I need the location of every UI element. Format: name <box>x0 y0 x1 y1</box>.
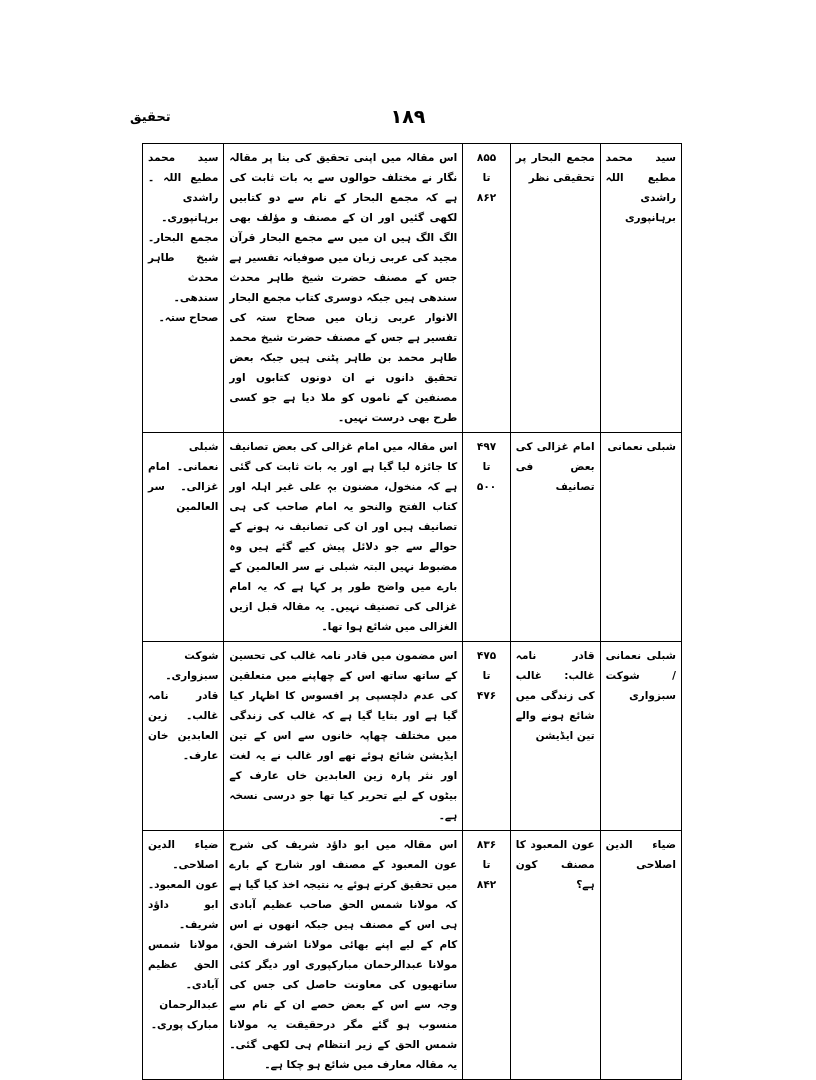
running-header-label: تحقیق <box>130 110 171 125</box>
page-to: تا <box>482 670 491 682</box>
author-cell: ضیاء الدین اصلاحی <box>600 831 681 1080</box>
author-cell: شبلی نعمانی <box>600 433 681 642</box>
pages-cell <box>463 144 511 433</box>
page-to: تا <box>482 461 491 473</box>
pages-cell <box>463 642 511 831</box>
description-cell: اس مقالہ میں اپنی تحقیق کی بنا پر مقالہ نگار نے مختلف حوالوں سے یہ بات ثابت کی ہے کہ مجمع البحار کے نام سے دو کتابیں لکھی گئیں اور ان کے مصنف و مؤلف بھی الگ الگ ہیں ان میں سے مجمع البحار قرآن مجید کی عربی زبان میں صوفیانہ تفسیر ہے جس کے مصنف حضرت شیخ طاہر محدث سندھی ہیں جبکہ دوسری کتاب مجمع البحار الانوار عربی زبان میں صحاح ستہ کی تفسیر ہے جس کے مصنف حضرت شیخ محمد طاہر محمد بن طاہر پٹنی ہیں جبکہ بعض تحقیق دانوں نے ان دونوں کتابوں اور مصنفین کے ناموں کو ملا دیا ہے جو کسی طرح بھی درست نہیں۔ <box>224 144 463 433</box>
page-start: ۸۵۵ <box>476 152 497 164</box>
pages-cell <box>463 433 511 642</box>
page-end: ۵۰۰ <box>476 481 497 493</box>
page-number: ۱۸۹ <box>390 106 426 128</box>
table-row <box>143 831 682 1080</box>
title-cell: قادر نامہ غالب: غالب کی زندگی میں شائع ہونے والے تین ایڈیشن <box>510 642 600 831</box>
table-row <box>143 433 682 642</box>
author-cell: شبلی نعمانی / شوکت سبزواری <box>600 642 681 831</box>
page-to: تا <box>482 172 491 184</box>
keywords-cell: ضیاء الدین اصلاحی۔ عون المعبود۔ ابو داؤد شریف۔ مولانا شمس الحق عظیم آبادی۔ عبدالرحمان مبارک پوری۔ <box>143 831 224 1080</box>
page-end: ۸۴۲ <box>476 879 497 891</box>
page-end: ۴۷۶ <box>476 690 497 702</box>
title-cell: عون المعبود کا مصنف کون ہے؟ <box>510 831 600 1080</box>
page-start: ۸۳۶ <box>476 839 497 851</box>
index-table <box>142 143 682 1080</box>
description-cell: اس مقالہ میں امام غزالی کی بعض تصانیف کا جائزہ لیا گیا ہے اور یہ بات ثابت کی گئی ہے کہ منخول، مضنون بہٖ علی غیر اہلہ اور کتاب الفتح والنحو یہ امام صاحب کی ہی تصانیف ہیں اور ان کی تصانیف نہ ہونے کے حوالے سے جو دلائل پیش کیے گئے ہیں وہ مضبوط نہیں البتہ شبلی نے سر العالمین کے بارے میں واضح طور پر کہا ہے کہ یہ امام غزالی کی تصنیف نہیں۔ یہ مقالہ قبل ازیں الغزالی میں شائع ہوا تھا۔ <box>224 433 463 642</box>
description-cell: اس مضمون میں قادر نامہ غالب کی تحسین کے ساتھ ساتھ اس کے چھاپنے میں متعلقین کی عدم دلچسپی پر افسوس کا اظہار کیا گیا ہے اور بتایا گیا ہے کہ غالب کی زندگی میں مختلف چھاپہ خانوں سے اس کے تین ایڈیشن شائع ہوئے تھے اور غالب نے یہ لغت اور نثر پارہ زین العابدین خاں عارف کے بیٹوں کے لیے تحریر کیا تھا جو درسی نسخہ ہے۔ <box>224 642 463 831</box>
keywords-cell: شوکت سبزواری۔ قادر نامہ غالب۔ زین العابدین خان عارف۔ <box>143 642 224 831</box>
pages-cell <box>463 831 511 1080</box>
keywords-cell: شبلی نعمانی۔ امام غزالی۔ سر العالمین <box>143 433 224 642</box>
keywords-cell: سید محمد مطیع اللہ ۔ راشدی برہانپوری۔ مجمع البحار۔ شیخ طاہر محدث سندھی۔ صحاح ستہ۔ <box>143 144 224 433</box>
page-end: ۸۶۲ <box>476 192 497 204</box>
page-to: تا <box>482 859 491 871</box>
page-start: ۴۹۷ <box>476 441 497 453</box>
title-cell: امام غزالی کی بعض فی تصانیف <box>510 433 600 642</box>
page-start: ۴۷۵ <box>476 650 497 662</box>
title-cell: مجمع البحار پر تحقیقی نظر <box>510 144 600 433</box>
description-cell: اس مقالہ میں ابو داؤد شریف کی شرح عون المعبود کے مصنف اور شارح کے بارے میں تحقیق کرتے ہوئے یہ نتیجہ اخذ کیا گیا ہے کہ مولانا شمس الحق صاحب عظیم آبادی ہی اس کے مصنف ہیں جبکہ انھوں نے اس کام کے لیے اپنے بھائی مولانا اشرف الحق، مولانا عبدالرحمان مبارکپوری اور دیگر کئی ساتھیوں کی معاونت حاصل کی جس کی وجہ سے اس کے بعض حصے ان کے نام سے منسوب ہو گئے مگر درحقیقت یہ مولانا شمس الحق کے زیر انتظام ہی لکھی گئی۔ یہ مقالہ معارف میں شائع ہو چکا ہے۔ <box>224 831 463 1080</box>
author-cell: سید محمد مطیع اللہ راشدی برہانپوری <box>600 144 681 433</box>
table-row <box>143 642 682 831</box>
table-row <box>143 144 682 433</box>
